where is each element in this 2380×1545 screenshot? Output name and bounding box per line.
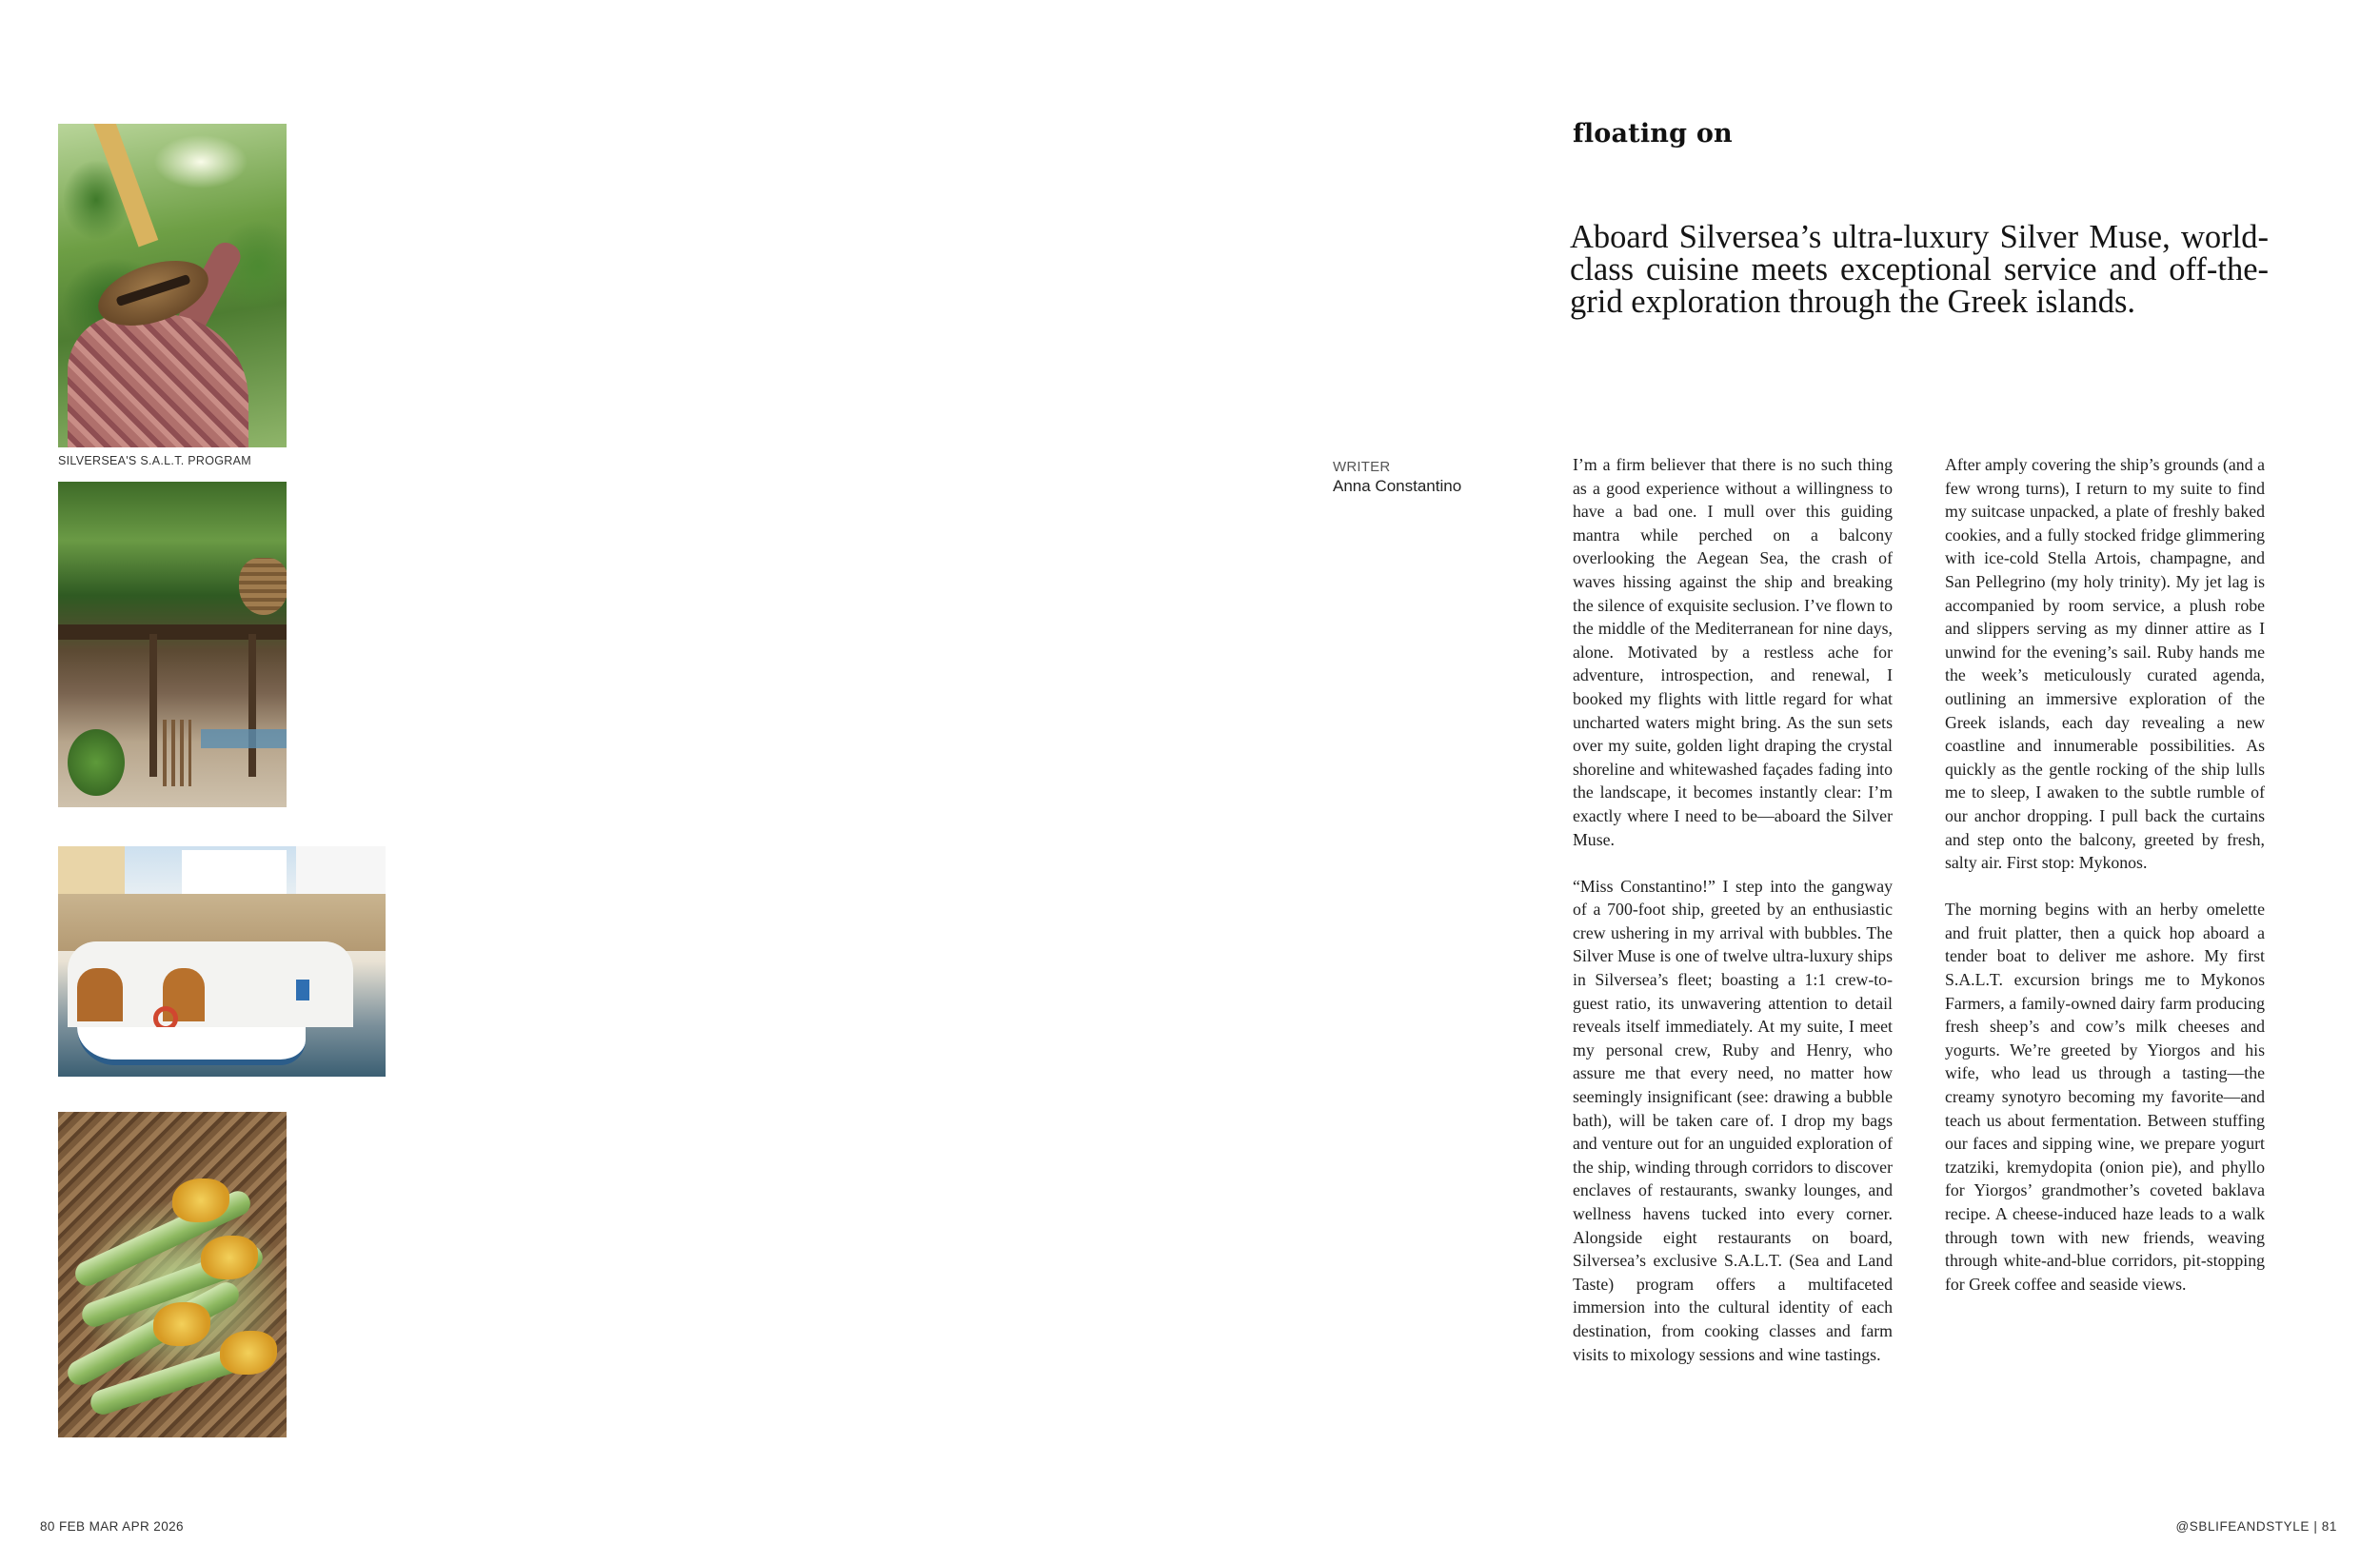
body-paragraph: The morning begins with an herby omelette and fruit platter, then a quick hop aboard a tender boat to deliver me ashore. My first S.A.L.T. excursion brings me to Mykonos Farmers, a family-owned dairy farm producing fresh sheep’s and cow’s milk cheeses and yogurts. We’re greeted by Yiorgos and his wife, who lead us through a tasting—the creamy synotyro becoming my favorite—and teach us about fermentation. Between stuffing our faces and sipping wine, we prepare yogurt tzatziki, kremydopita (onion pie), and phyllo for Yiorgos’ grandmother’s coveted baklava recipe. A cheese-induced haze leads to a walk through town with new friends, weaving through white-and-blue corridors, pit-stopping for Greek coffee and seaside views. — [1945, 900, 2265, 1294]
building — [58, 846, 125, 894]
boathouse-door — [77, 968, 123, 1021]
zucchini-flower — [201, 1236, 258, 1279]
building — [182, 850, 287, 898]
folio-right: @SBLIFEANDSTYLE | 81 — [2175, 1519, 2337, 1534]
potted-plant — [68, 729, 125, 796]
article-kicker: floating on — [1573, 119, 1733, 149]
hanging-basket — [239, 558, 287, 615]
pergola-post — [149, 634, 157, 777]
zucchini-flower — [153, 1302, 210, 1346]
table — [201, 729, 287, 748]
body-paragraph: “Miss Constantino!” I step into the gangway of a 700-foot ship, greeted by an enthusiastic crew ushering in my arrival with bubbles. The Silver Muse is one of twelve ultra-luxury ships in Silversea’s fleet; boasting a 1:1 crew-to-guest ratio, its unwavering attention to detail reveals itself immediately. At my suite, I meet my personal crew, Ruby and Henry, who assure me that every need, no matter how seemingly insignificant (see: drawing a bubble bath), will be taken care of. I drop my bags and venture out for an unguided exploration of the ship, winding through corridors to discover enclaves of restaurants, swanky lounges, and wellness havens tucked into every corner. Alongside eight restaurants on board, Silversea’s exclusive S.A.L.T. (Sea and Land Taste) program offers a multifaceted immersion into the cultural identity of each destination, from cooking classes and farm visits to mixology sessions and wine tastings. — [1573, 876, 1893, 1364]
zucchini-flower — [172, 1179, 229, 1222]
fishing-boat — [77, 1027, 306, 1065]
photo-taverna-terrace — [58, 482, 287, 807]
pergola-pole — [93, 124, 159, 248]
pergola-post — [248, 634, 256, 777]
writer-name: Anna Constantino — [1333, 477, 1462, 495]
zucchini-flower — [220, 1331, 277, 1375]
floral-shirt — [68, 314, 248, 447]
building — [296, 846, 386, 900]
body-column-2 — [1945, 453, 2265, 1296]
writer-label: WRITER — [1333, 459, 1391, 475]
folio-left: 80 FEB MAR APR 2026 — [40, 1519, 184, 1534]
wooden-chair — [163, 720, 191, 786]
body-paragraph: I’m a firm believer that there is no such thing as a good experience without a willingness to have a bad one. I mull over this guiding mantra while perched on a balcony overlooking the Aegean Sea, the crash of waves hissing against the ship and breaking the silence of exquisite seclusion. I’ve flown to the middle of the Mediterranean for nine days, alone. Motivated by a restless ache for adventure, introspection, and renewal, I booked my flights with little regard for what uncharted waters might bring. As the sun sets over my suite, golden light draping the crystal shoreline and whitewashed façades fading into the landscape, it becomes instantly clear: I’m exactly where I need to be—aboard the Silver Muse. — [1573, 455, 1893, 849]
photo-zucchini-flowers — [58, 1112, 287, 1437]
photo-caption: SILVERSEA'S S.A.L.T. PROGRAM — [58, 454, 251, 467]
article-dek: Aboard Silversea’s ultra-luxury Silver Muse, world-class cuisine meets exceptional service and off-the-grid exploration through the Greek islands. — [1570, 219, 2269, 320]
photo-farm-visit — [58, 124, 287, 447]
blue-window — [296, 980, 309, 1000]
body-paragraph: After amply covering the ship’s grounds (and a few wrong turns), I return to my suite to find my suitcase unpacked, a plate of freshly baked cookies, and a fully stocked fridge glimmering with ice-cold Stella Artois, champagne, and San Pellegrino (my holy trinity). My jet lag is accompanied by room service, a plush robe and slippers serving as my dinner attire as I unwind for the evening’s sail. Ruby hands me the week’s meticulously curated agenda, outlining an immersive exploration of the Greek islands, each day revealing a new coastline and innumerable possibilities. As quickly as the gentle rocking of the ship lulls me to sleep, I awaken to the subtle rumble of our anchor dropping. I pull back the curtains and step onto the balcony, greeted by fresh, salty air. First stop: Mykonos. — [1945, 455, 2265, 873]
photo-harbor-boathouse — [58, 846, 386, 1077]
body-column-1 — [1573, 453, 1893, 1366]
